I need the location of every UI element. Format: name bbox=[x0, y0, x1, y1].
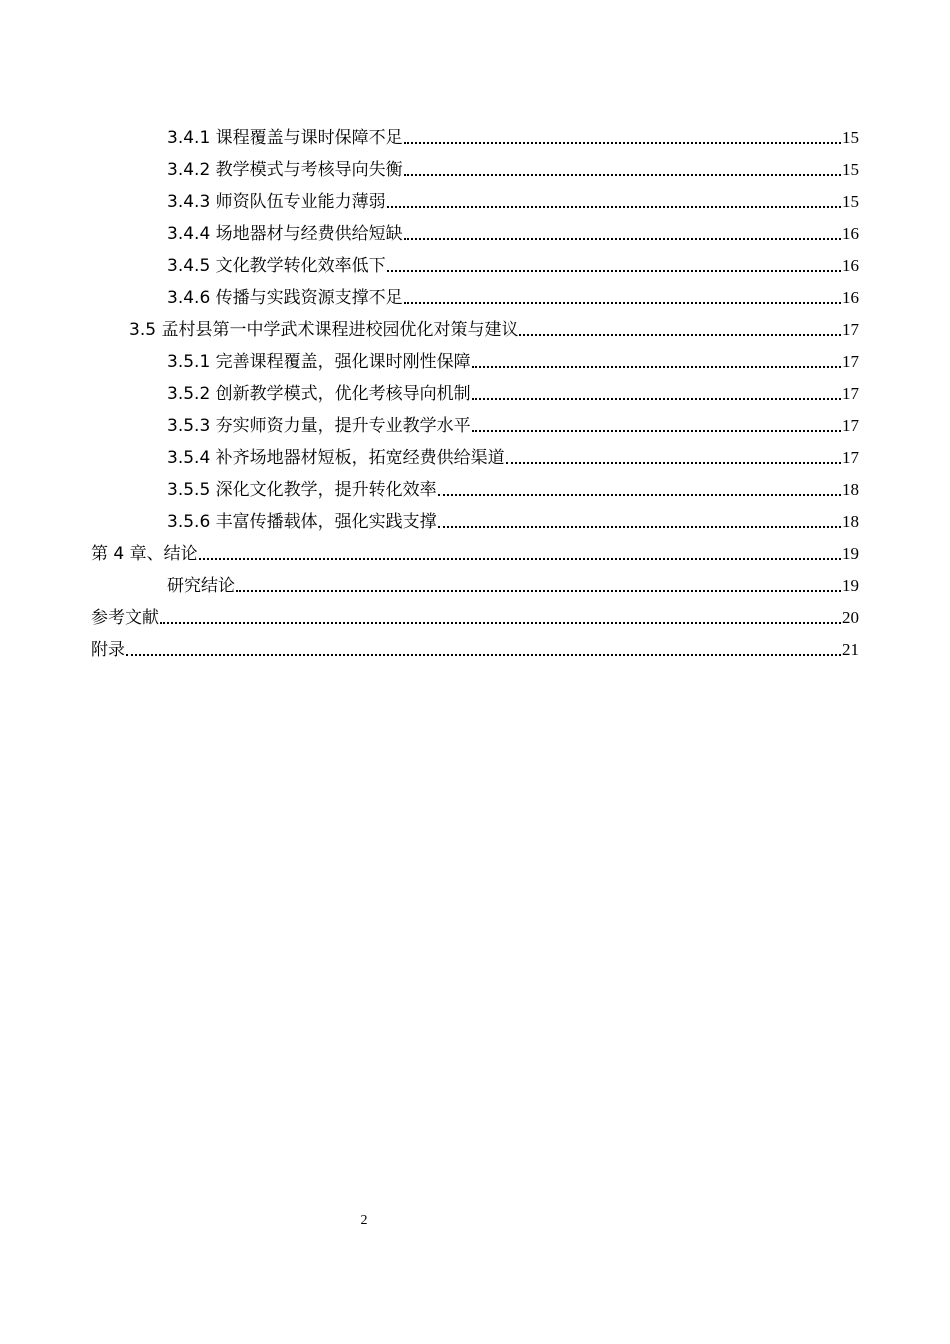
toc-entry-page: 19 bbox=[842, 544, 859, 563]
toc-entry-title: 3.5.3 夯实师资力量，提升专业教学水平 bbox=[167, 416, 471, 436]
toc-dot-leader bbox=[199, 558, 841, 560]
toc-dot-leader bbox=[472, 430, 841, 432]
toc-entry-page: 16 bbox=[842, 224, 859, 243]
toc-entry-3-5-6[interactable] bbox=[0, 501, 950, 533]
toc-entry-page: 19 bbox=[842, 576, 859, 595]
toc-entry-title: 3.5.1 完善课程覆盖，强化课时刚性保障 bbox=[167, 352, 471, 372]
toc-dot-leader bbox=[404, 238, 841, 240]
toc-dot-leader bbox=[126, 654, 841, 656]
toc-entry-title: 附录 bbox=[91, 640, 125, 660]
toc-entry-title: 3.5.5 深化文化教学，提升转化效率 bbox=[167, 480, 437, 500]
toc-dot-leader bbox=[404, 174, 841, 176]
toc-dot-leader bbox=[472, 398, 841, 400]
toc-dot-leader bbox=[404, 142, 841, 144]
toc-entry-3-5-4[interactable] bbox=[0, 437, 950, 469]
toc-entry-research-conclusion[interactable] bbox=[0, 565, 950, 597]
toc-entry-page: 16 bbox=[842, 256, 859, 275]
toc-entry-title: 3.4.3 师资队伍专业能力薄弱 bbox=[167, 192, 386, 212]
table-of-contents bbox=[0, 117, 950, 661]
toc-dot-leader bbox=[387, 270, 841, 272]
toc-entry-page: 15 bbox=[842, 192, 859, 211]
toc-dot-leader bbox=[404, 302, 841, 304]
toc-dot-leader bbox=[519, 334, 841, 336]
toc-entry-page: 17 bbox=[842, 416, 859, 435]
toc-entry-title: 研究结论 bbox=[167, 576, 235, 596]
toc-entry-page: 15 bbox=[842, 128, 859, 147]
toc-entry-page: 21 bbox=[842, 640, 859, 659]
toc-entry-3-5-2[interactable] bbox=[0, 373, 950, 405]
toc-entry-3-4-1[interactable] bbox=[0, 117, 950, 149]
toc-entry-title: 3.5.2 创新教学模式，优化考核导向机制 bbox=[167, 384, 471, 404]
toc-entry-3-5-5[interactable] bbox=[0, 469, 950, 501]
toc-entry-title: 3.4.4 场地器材与经费供给短缺 bbox=[167, 224, 403, 244]
toc-entry-title: 3.4.6 传播与实践资源支撑不足 bbox=[167, 288, 403, 308]
toc-entry-page: 17 bbox=[842, 320, 859, 339]
toc-dot-leader bbox=[506, 462, 841, 464]
toc-dot-leader bbox=[236, 590, 841, 592]
toc-entry-3-5-3[interactable] bbox=[0, 405, 950, 437]
toc-entry-references[interactable] bbox=[0, 597, 950, 629]
toc-entry-page: 16 bbox=[842, 288, 859, 307]
toc-entry-page: 18 bbox=[842, 480, 859, 499]
toc-entry-title: 3.5.6 丰富传播载体，强化实践支撑 bbox=[167, 512, 437, 532]
toc-entry-page: 15 bbox=[842, 160, 859, 179]
toc-entry-3-5[interactable] bbox=[0, 309, 950, 341]
toc-dot-leader bbox=[387, 206, 841, 208]
toc-entry-3-4-4[interactable] bbox=[0, 213, 950, 245]
toc-entry-appendix[interactable] bbox=[0, 629, 950, 661]
toc-dot-leader bbox=[472, 366, 841, 368]
toc-entry-3-4-6[interactable] bbox=[0, 277, 950, 309]
toc-entry-3-4-2[interactable] bbox=[0, 149, 950, 181]
toc-entry-title: 3.4.1 课程覆盖与课时保障不足 bbox=[167, 128, 403, 148]
toc-entry-page: 17 bbox=[842, 384, 859, 403]
page-number: 2 bbox=[360, 1213, 368, 1228]
toc-entry-title: 3.5 孟村县第一中学武术课程进校园优化对策与建议 bbox=[129, 320, 519, 340]
toc-entry-page: 17 bbox=[842, 352, 859, 371]
toc-entry-title: 第 4 章、结论 bbox=[91, 544, 198, 564]
toc-entry-page: 18 bbox=[842, 512, 859, 531]
toc-entry-3-4-3[interactable] bbox=[0, 181, 950, 213]
toc-entry-title: 3.4.2 教学模式与考核导向失衡 bbox=[167, 160, 403, 180]
toc-entry-chapter-4[interactable] bbox=[0, 533, 950, 565]
toc-dot-leader bbox=[438, 526, 841, 528]
toc-entry-title: 3.4.5 文化教学转化效率低下 bbox=[167, 256, 386, 276]
toc-dot-leader bbox=[438, 494, 841, 496]
toc-entry-title: 3.5.4 补齐场地器材短板，拓宽经费供给渠道 bbox=[167, 448, 505, 468]
toc-entry-3-4-5[interactable] bbox=[0, 245, 950, 277]
toc-dot-leader bbox=[160, 622, 841, 624]
toc-entry-title: 参考文献 bbox=[91, 608, 159, 628]
toc-entry-page: 20 bbox=[842, 608, 859, 627]
toc-entry-3-5-1[interactable] bbox=[0, 341, 950, 373]
toc-entry-page: 17 bbox=[842, 448, 859, 467]
